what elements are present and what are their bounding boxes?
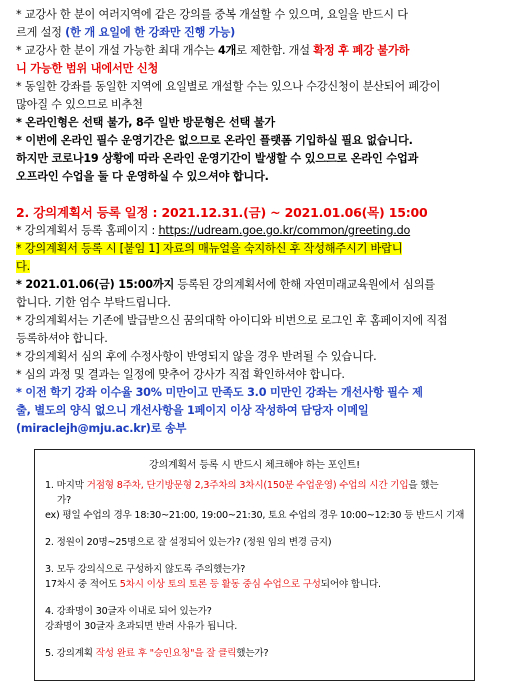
manual-note [16, 240, 498, 258]
confirm-line: * 심의 과정 및 결과는 일정에 맞추어 강사가 직접 확인하셔야 합니다. [16, 368, 345, 381]
warning-line-c: (miraclejh@mju.ac.kr)로 송부 [16, 422, 187, 435]
checklist-item-4: 4. 강좌명이 30글자 이내로 되어 있는가? [45, 606, 212, 617]
deadline-line [16, 276, 498, 294]
item-1-prefix: 1. 마지막 [45, 480, 87, 491]
deadline-line-b: 합니다. 기한 엄수 부탁드립니다. [16, 296, 171, 309]
checklist-item-4-detail: 강좌명이 30글자 초과되면 반려 사유가 됩니다. [45, 621, 238, 632]
checklist-box [34, 449, 475, 681]
checklist-item-1 [45, 478, 466, 493]
rule-1 [16, 6, 498, 24]
homepage-label: * 강의계획서 등록 홈페이지 : [16, 224, 159, 237]
rule-2-warning: 확정 후 폐강 불가하 [313, 44, 410, 57]
rule-2-max-count: 4개 [217, 44, 237, 57]
checklist-item-2: 2. 정원이 20명~25명으로 잘 설정되어 있는가? (정원 임의 변경 금지) [45, 537, 332, 548]
checklist-item-3: 3. 모두 강의식으로 구성하지 않도록 주의했는가? [45, 564, 246, 575]
rule-4: * 온라인형은 선택 불가, 8주 일반 방문형은 선택 불가 [16, 116, 275, 129]
section-2-title: 2. 강의계획서 등록 일정 : 2021.12.31.(금) ~ 2021.01.06(목) 15:00 [16, 205, 428, 220]
rule-1-emphasis: (한 개 요일에 한 강좌만 진행 가능) [65, 26, 236, 39]
rule-1-cont [16, 24, 498, 42]
checklist-item-5 [45, 646, 466, 661]
rule-2-text: * 교강사 한 분이 개설 가능한 최대 개수는 [16, 44, 218, 57]
item-5-prefix: 5. 강의계획 [45, 648, 96, 659]
manual-note-cont [16, 258, 498, 276]
rule-2 [16, 42, 498, 60]
item-1-suffix: 을 했는 [408, 480, 439, 491]
rule-3-line-a: * 동일한 강좌를 동일한 지역에 요일별로 개설할 수는 있으나 수강신청이 분산되어 폐강이 [16, 80, 441, 93]
checklist-body [45, 478, 466, 661]
rule-5-line-b: 하지만 코로나19 상황에 따라 온라인 운영기간이 발생할 수 있으므로 온라인 수업과 [16, 152, 419, 165]
rule-1-line-b: 르게 설정 [16, 26, 66, 39]
item-1-emphasis: 거점형 8주차, 단기방문형 2,3주차의 3차시(150분 수업운영) 수업의 시간 기입 [86, 480, 409, 491]
review-line: * 강의계획서 심의 후에 수정사항이 반영되지 않을 경우 반려될 수 있습니다. [16, 350, 377, 363]
login-line-b: 등록하셔야 합니다. [16, 332, 108, 345]
checklist-item-1-cont: 가? [57, 495, 71, 506]
homepage-line [16, 222, 498, 240]
warning-line-a: * 이전 학기 강좌 이수율 30% 미만이고 만족도 3.0 미만인 강좌는 개선사항 필수 제 [16, 386, 423, 399]
manual-note-line-b: 다. [16, 260, 30, 273]
rule-2-text-mid: 로 제한함. 개설 [236, 44, 314, 57]
item-3-suffix: 되어야 합니다. [320, 579, 381, 590]
item-5-emphasis: 작성 완료 후 "승인요청"을 잘 클릭 [95, 648, 237, 659]
homepage-link[interactable]: https://udream.goe.go.kr/common/greeting.do [158, 224, 411, 237]
manual-note-line-a: * 강의계획서 등록 시 [붙임 1] 자료의 매뉴얼을 숙지하신 후 작성해주시기 바랍니 [16, 242, 403, 255]
rule-3-line-b: 많아질 수 있으므로 비추천 [16, 98, 143, 111]
item-3-emphasis: 5차시 이상 토의 토론 등 활동 중심 수업으로 구성 [119, 579, 321, 590]
document-body [16, 6, 498, 438]
item-5-suffix: 했는가? [236, 648, 269, 659]
warning-line-b: 출, 별도의 양식 없으니 개선사항을 1페이지 이상 작성하여 담당자 이메일 [16, 404, 369, 417]
checklist-item-1-example: ex) 평일 수업의 경우 18:30~21:00, 19:00~21:30, 토요 수업의 경우 10:00~12:30 등 반드시 기재 [45, 510, 465, 521]
rule-1-line-a: * 교강사 한 분이 여러지역에 같은 강의를 중복 개설할 수 있으며, 요일을 반드시 다 [16, 8, 408, 21]
deadline-text: 등록된 강의계획서에 한해 자연미래교육원에서 심의를 [174, 278, 435, 291]
checklist-item-3-detail [45, 577, 466, 592]
checklist-title: 강의계획서 등록 시 반드시 체크해야 하는 포인트! [149, 460, 360, 471]
rule-2-warning-cont: 니 가능한 범위 내에서만 신청 [16, 62, 159, 75]
rule-5-line-c: 오프라인 수업을 둘 다 운영하실 수 있으셔야 합니다. [16, 170, 269, 183]
deadline-date: * 2021.01.06(금) 15:00까지 [16, 278, 175, 291]
item-3-prefix: 17차시 중 적어도 [45, 579, 120, 590]
login-line-a: * 강의계획서는 기존에 발급받으신 꿈의대학 아이디와 비번으로 로그인 후 홈페이지에 직접 [16, 314, 448, 327]
rule-5-line-a: * 이번에 온라인 필수 운영기간은 없으므로 온라인 플랫폼 기입하실 필요 없습니다. [16, 134, 413, 147]
